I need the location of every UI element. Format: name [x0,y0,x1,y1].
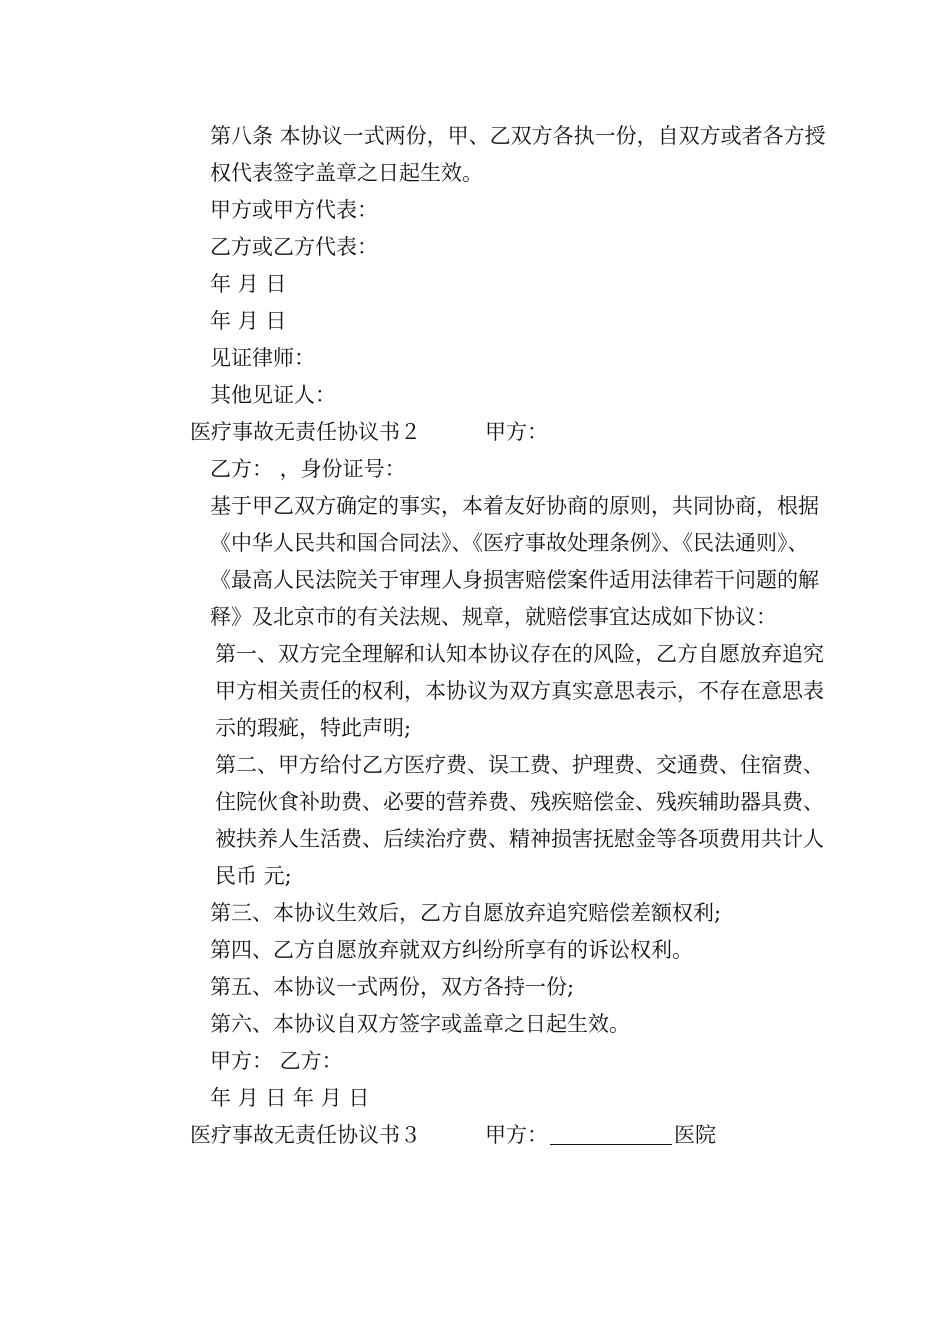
party-b-id-line: 乙方： ，身份证号： [210,457,406,481]
clause-5: 第五、本协议一式两份，双方各持一份; [210,975,575,999]
witness-lawyer-line: 见证律师： [210,346,315,370]
hospital-name-blank [550,1123,672,1145]
other-witness-line: 其他见证人： [210,383,336,407]
agreement-3-title: 医疗事故无责任协议书３ [190,1123,421,1147]
agreement-2-heading [147,414,827,451]
clause-3: 第三、本协议生效后，乙方自愿放弃追究赔偿差额权利; [210,901,722,925]
agreement-2-title: 医疗事故无责任协议书２ [190,420,421,444]
agreement-2-party-a: 甲方： [485,420,548,444]
preamble: 基于甲乙双方确定的事实，本着友好协商的原则，共同协商，根据《中华人民共和国合同法》、《医疗事故处理条例》、《民法通则》、《最高人民法院关于审理人身损害赔偿案件适用法律若干问题的解释》及北京市的有关法规、规章，就赔偿事宜达成如下协议： [210,494,819,629]
date-line-1: 年 月 日 [210,272,287,296]
clause-6: 第六、本协议自双方签字或盖章之日起生效。 [210,1012,630,1036]
date-line-2: 年 月 日 [210,309,287,333]
party-b-rep-line: 乙方或乙方代表： [210,235,378,259]
agreement-3-hospital: 医院 [674,1123,716,1147]
party-a-rep-line: 甲方或甲方代表： [210,198,378,222]
agreement-3-heading [147,1117,827,1154]
article-8: 第八条 本协议一式两份，甲、乙双方各执一份，自双方或者各方授权代表签字盖章之日起生效。 [210,124,826,185]
signature-date-line: 年 月 日 年 月 日 [210,1086,370,1110]
clause-2: 第二、甲方给付乙方医疗费、误工费、护理费、交通费、住宿费、住院伙食补助费、必要的营养费、残疾赔偿金、残疾辅助器具费、被扶养人生活费、后续治疗费、精神损害抚慰金等各项费用共计人民币 元; [215,753,824,888]
document-body [147,118,827,1154]
clause-4: 第四、乙方自愿放弃就双方纠纷所享有的诉讼权利。 [210,938,693,962]
signature-line: 甲方： 乙方： [210,1049,343,1073]
agreement-3-party-a: 甲方： [485,1123,548,1147]
clause-1: 第一、双方完全理解和认知本协议存在的风险，乙方自愿放弃追究甲方相关责任的权利，本协议为双方真实意思表示，不存在意思表示的瑕疵，特此声明; [215,642,824,740]
